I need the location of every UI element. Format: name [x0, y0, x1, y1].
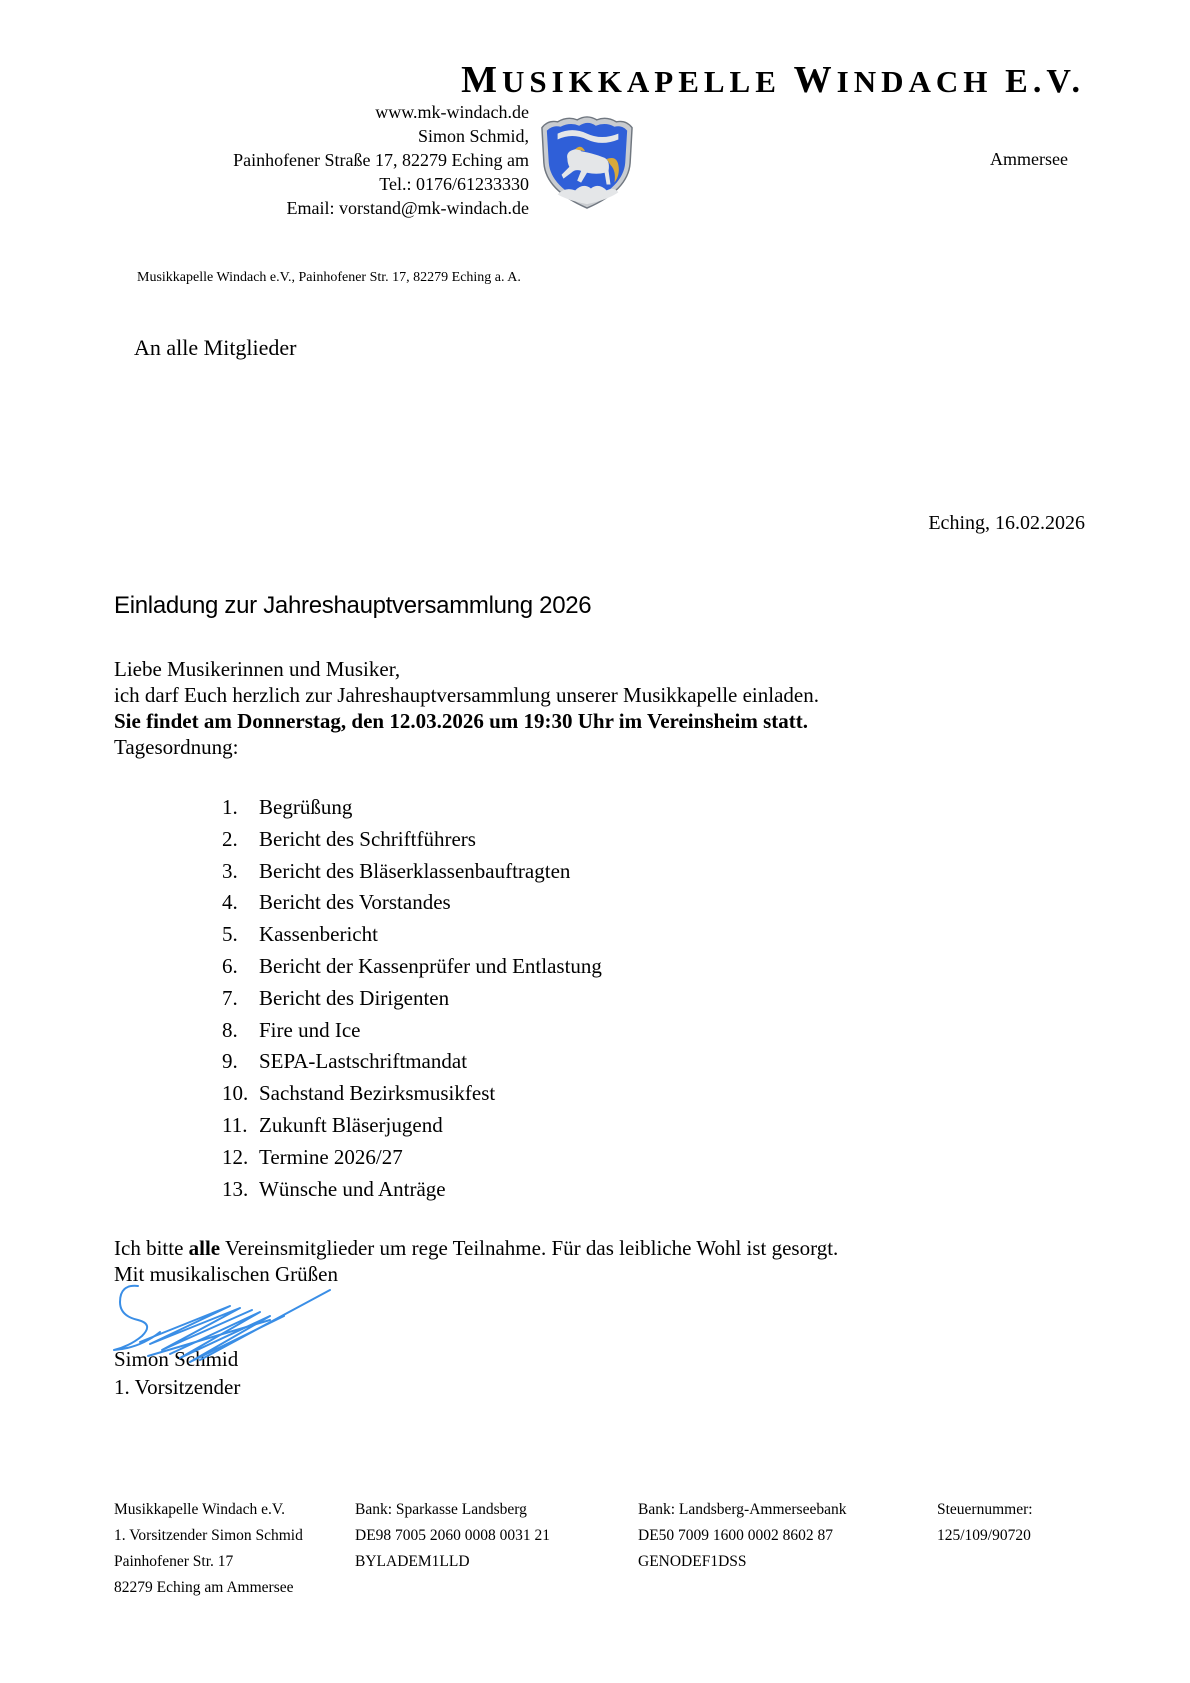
- footer-line: BYLADEM1LLD: [355, 1553, 470, 1570]
- agenda-text: Bericht des Schriftführers: [259, 826, 476, 851]
- signer-name: Simon Schmid: [114, 1347, 239, 1371]
- title-part: [461, 59, 794, 101]
- footer-bank-ammerseebank: [638, 1497, 846, 1575]
- agenda-text: SEPA-Lastschriftmandat: [259, 1049, 468, 1074]
- footer-line: DE98 7005 2060 0008 0031 21: [355, 1527, 551, 1544]
- intro-text: ich darf Euch herzlich zur Jahreshauptversammlung unserer Musikkapelle einladen.: [114, 683, 819, 707]
- agenda-item: [222, 1046, 602, 1078]
- agenda-text: Sachstand Bezirksmusikfest: [259, 1081, 496, 1106]
- footer-line: Bank: Landsberg-Ammerseebank: [638, 1501, 847, 1518]
- agenda-text: Kassenbericht: [259, 922, 378, 947]
- greeting: Liebe Musikerinnen und Musiker,: [114, 657, 401, 681]
- agenda-text: Fire und Ice: [259, 1017, 361, 1042]
- agenda-number: 3.: [222, 858, 238, 883]
- agenda-item: [222, 1174, 602, 1206]
- title-rest: E.V.: [1005, 63, 1085, 100]
- agenda-text: Bericht der Kassenprüfer und Entlastung: [259, 953, 602, 978]
- agenda-text: Zukunft Bläserjugend: [259, 1112, 443, 1137]
- agenda-text: Begrüßung: [259, 795, 353, 819]
- footer-bank-sparkasse: [355, 1497, 550, 1575]
- title-rest: INDACH: [836, 64, 1006, 99]
- agenda-text: Bericht des Bläserklassenbauftragten: [259, 858, 571, 883]
- agenda-item: [222, 1110, 602, 1142]
- agenda-item: [222, 1015, 602, 1047]
- agenda-item: [222, 824, 602, 856]
- website-link[interactable]: www.mk-windach.de: [375, 102, 529, 122]
- letter-body: [114, 656, 819, 760]
- agenda-number: 6.: [222, 953, 238, 978]
- footer-organization: [114, 1497, 303, 1601]
- agenda-number: 7.: [222, 985, 238, 1010]
- coat-of-arms-horse-icon: [538, 114, 636, 210]
- agenda-item: [222, 887, 602, 919]
- letter-subject: Einladung zur Jahreshauptversammlung 2026: [114, 592, 592, 619]
- footer-tax-number: [937, 1497, 1033, 1549]
- agenda-item: [222, 919, 602, 951]
- contact-name: Simon Schmid,: [417, 126, 529, 146]
- organization-title: [460, 58, 1085, 102]
- agenda-label: Tagesordnung:: [114, 735, 239, 759]
- closing-post: Vereinsmitglieder um rege Teilnahme. Für das leibliche Wohl ist gesorgt.: [220, 1236, 839, 1260]
- agenda-item: [222, 983, 602, 1015]
- agenda-list: [222, 792, 602, 1205]
- meeting-details: Sie findet am Donnerstag, den 12.03.2026 um 19:30 Uhr im Vereinsheim statt.: [114, 709, 808, 733]
- contact-address: Painhofener Straße 17, 82279 Eching am: [233, 150, 529, 170]
- footer-line: Steuernummer:: [937, 1501, 1033, 1518]
- agenda-number: 4.: [222, 890, 238, 915]
- contact-address-continuation: Ammersee: [990, 149, 1068, 169]
- footer-line: 82279 Eching am Ammersee: [114, 1579, 294, 1596]
- footer-line: Musikkapelle Windach e.V.: [114, 1501, 285, 1518]
- closing-pre: Ich bitte: [114, 1236, 189, 1260]
- title-rest: USIKKAPELLE: [501, 64, 794, 99]
- contact-email[interactable]: Email: vorstand@mk-windach.de: [286, 198, 529, 218]
- agenda-number: 13.: [222, 1176, 249, 1201]
- agenda-text: Bericht des Dirigenten: [259, 985, 450, 1010]
- footer-line: Painhofener Str. 17: [114, 1553, 234, 1570]
- title-initial: W: [793, 59, 837, 101]
- footer-line: GENODEF1DSS: [638, 1553, 747, 1570]
- agenda-text: Wünsche und Anträge: [259, 1176, 446, 1201]
- agenda-item: [222, 856, 602, 888]
- title-initial: M: [461, 59, 502, 101]
- agenda-number: 10.: [222, 1081, 249, 1106]
- agenda-text: Termine 2026/27: [259, 1144, 403, 1169]
- agenda-number: 9.: [222, 1049, 238, 1074]
- handwritten-signature-icon: [110, 1280, 350, 1370]
- closing-request: [114, 1235, 838, 1261]
- agenda-text: Bericht des Vorstandes: [259, 890, 451, 915]
- agenda-number: 8.: [222, 1017, 238, 1042]
- sender-return-address: Musikkapelle Windach e.V., Painhofener Str. 17, 82279 Eching a. A.: [137, 270, 521, 285]
- closing-emphasis: alle: [188, 1236, 221, 1260]
- footer-line: Bank: Sparkasse Landsberg: [355, 1501, 527, 1518]
- agenda-number: 1.: [222, 795, 238, 819]
- footer-line: 125/109/90720: [937, 1527, 1031, 1544]
- contact-phone: Tel.: 0176/61233330: [379, 174, 529, 194]
- title-part: [793, 59, 1006, 101]
- agenda-number: 12.: [222, 1144, 249, 1169]
- contact-block: [140, 100, 529, 220]
- agenda-item: [222, 792, 602, 824]
- signer-role: 1. Vorsitzender: [114, 1375, 241, 1399]
- agenda-item: [222, 1142, 602, 1174]
- recipient: An alle Mitglieder: [134, 335, 297, 360]
- agenda-number: 5.: [222, 922, 238, 947]
- agenda-number: 11.: [222, 1112, 248, 1137]
- agenda-number: 2.: [222, 826, 238, 851]
- agenda-item: [222, 1078, 602, 1110]
- footer-line: 1. Vorsitzender Simon Schmid: [114, 1527, 303, 1544]
- closing-salutation: Mit musikalischen Grüßen: [114, 1262, 338, 1286]
- title-part: [1005, 64, 1085, 99]
- letter-date: Eching, 16.02.2026: [928, 512, 1085, 534]
- footer-line: DE50 7009 1600 0002 8602 87: [638, 1527, 834, 1544]
- agenda-item: [222, 951, 602, 983]
